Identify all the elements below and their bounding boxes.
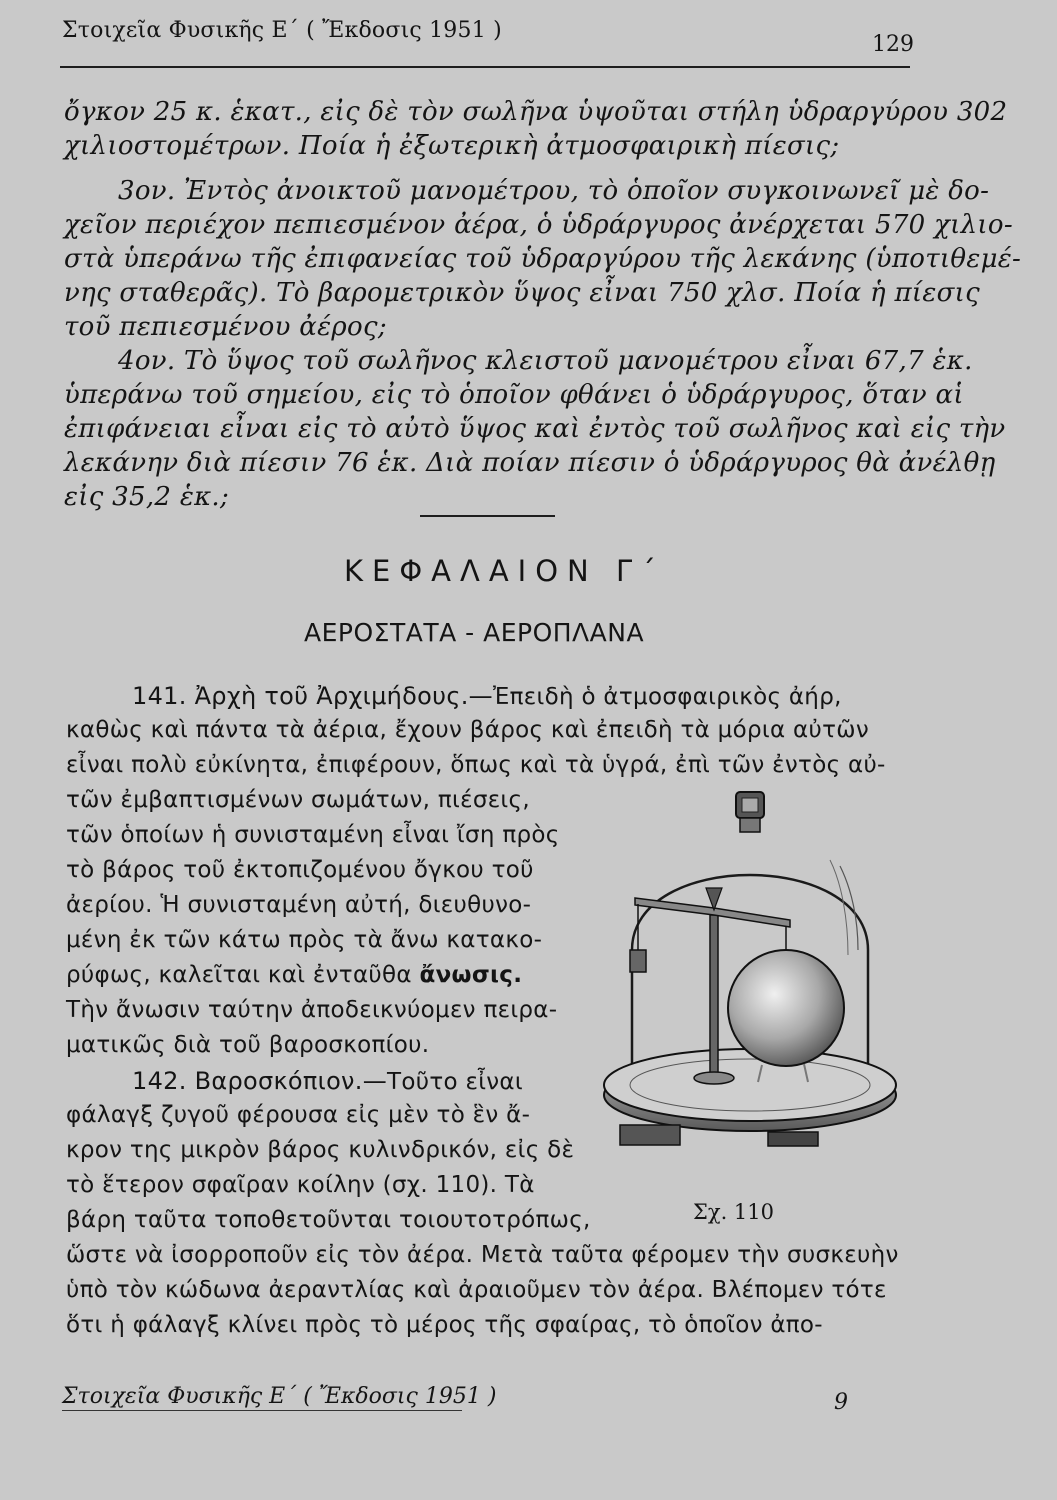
footer-title: Στοιχεῖα Φυσικῆς Ε΄ ( Ἔκδοσις 1951 ): [62, 1384, 497, 1409]
section-142-heading: 142. Βαροσκόπιον.—: [132, 1067, 387, 1095]
section-141-line: τῶν ἐμβαπτισμένων σωμάτων, πιέσεις,: [66, 787, 530, 813]
section-141-line: τῶν ὁποίων ἡ συνισταμένη εἶναι ἴση πρὸς: [66, 822, 560, 848]
section-141-line: τὸ βάρος τοῦ ἐκτοπιζομένου ὄγκου τοῦ: [66, 857, 534, 883]
section-divider: [420, 515, 555, 517]
section-141-line: μένη ἐκ τῶν κάτω πρὸς τὰ ἄνω κατακο-: [66, 927, 543, 953]
section-141-heading: 141. Ἀρχὴ τοῦ Ἀρχιμήδους.—: [132, 682, 493, 710]
section-141-line-text: ρύφως, καλεῖται καὶ ἐνταῦθα: [66, 962, 420, 988]
exercise-line: χιλιοστομέτρων. Ποία ἡ ἐξωτερικὴ ἀτμοσφαιρικὴ πίεσις;: [64, 131, 840, 161]
section-142-line: κρον της μικρὸν βάρος κυλινδρικόν, εἰς δὲ: [66, 1137, 575, 1163]
footer-rule: [62, 1410, 462, 1411]
term-anosis: ἄνωσις.: [419, 962, 523, 988]
section-142-first-line-text: Τοῦτο εἶναι: [387, 1069, 523, 1095]
bell-jar-knob: [736, 792, 764, 832]
exercise-line: λεκάνην διὰ πίεσιν 76 ἑκ. Διὰ ποίαν πίεσιν ὁ ὑδράργυρος θὰ ἀνέλθῃ: [64, 448, 996, 478]
section-142-line: ὅτι ἡ φάλαγξ κλίνει πρὸς τὸ μέρος τῆς σφαίρας, τὸ ὁποῖον ἀπο-: [66, 1312, 823, 1338]
exercise-line: ὄγκον 25 κ. ἑκατ., εἰς δὲ τὸν σωλῆνα ὑψοῦται στήλη ὑδραργύρου 302: [64, 97, 1008, 127]
section-142-line: ὥστε νὰ ἰσορροποῦν εἰς τὸν ἀέρα. Μετὰ ταῦτα φέρομεν τὴν συσκευὴν: [66, 1242, 899, 1268]
section-141-line: εἶναι πολὺ εὐκίνητα, ἐπιφέρουν, ὅπως καὶ τὰ ὑγρά, ἐπὶ τῶν ἐντὸς αὐ-: [66, 752, 886, 778]
section-141-first-line: [132, 682, 842, 710]
exercise-line: τοῦ πεπιεσμένου ἀέρος;: [64, 312, 387, 342]
chapter-label: ΚΕΦΑΛΑΙΟΝ Γ΄: [344, 554, 665, 588]
section-142-line: ὑπὸ τὸν κώδωνα ἀεραντλίας καὶ ἀραιοῦμεν τὸν ἀέρα. Βλέπομεν τότε: [66, 1277, 887, 1303]
exercise-line: 3ον. Ἐντὸς ἀνοικτοῦ μανομέτρου, τὸ ὁποῖον συγκοινωνεῖ μὲ δο-: [118, 176, 990, 206]
balance-stand: [710, 915, 718, 1080]
running-title: Στοιχεῖα Φυσικῆς Ε΄ ( Ἔκδοσις 1951 ): [62, 18, 502, 43]
exercise-line: ἐπιφάνειαι εἶναι εἰς τὸ αὐτὸ ὕψος καὶ ἐντὸς τοῦ σωλῆνος καὶ εἰς τὴν: [64, 414, 1006, 444]
signature-mark: 9: [834, 1390, 848, 1415]
baroscope-figure: [590, 780, 910, 1200]
section-141-first-line-text: Ἐπειδὴ ὁ ἀτμοσφαιρικὸς ἀήρ,: [492, 684, 842, 710]
exercise-line: 4ον. Τὸ ὕψος τοῦ σωλῆνος κλειστοῦ μανομέτρου εἶναι 67,7 ἑκ.: [118, 346, 973, 376]
exercise-line: στὰ ὑπεράνω τῆς ἐπιφανείας τοῦ ὑδραργύρου τῆς λεκάνης (ὑποτιθεμέ-: [64, 244, 1022, 274]
section-142-first-line: [132, 1067, 523, 1095]
section-141-term-line: [66, 962, 522, 988]
section-141-line: ματικῶς διὰ τοῦ βαροσκοπίου.: [66, 1032, 430, 1058]
exercise-line: νης σταθερᾶς). Τὸ βαρομετρικὸν ὕψος εἶναι 750 χλσ. Ποία ἡ πίεσις: [64, 278, 981, 308]
header-rule: [60, 66, 910, 68]
section-142-line: τὸ ἕτερον σφαῖραν κοίλην (σχ. 110). Τὰ: [66, 1172, 535, 1198]
figure-caption: Σχ. 110: [693, 1200, 775, 1224]
chapter-title: ΑΕΡΟΣΤΑΤΑ - ΑΕΡΟΠΛΑΝΑ: [304, 618, 645, 647]
exercise-line: χεῖον περιέχον πεπιεσμένον ἀέρα, ὁ ὑδράργυρος ἀνέρχεται 570 χιλιο-: [64, 210, 1013, 240]
exercise-line: ὑπεράνω τοῦ σημείου, εἰς τὸ ὁποῖον φθάνει ὁ ὑδράργυρος, ὅταν αἱ: [64, 380, 964, 410]
section-141-line: ἀερίου. Ἡ συνισταμένη αὐτή, διευθυνο-: [66, 892, 532, 918]
exercise-line: εἰς 35,2 ἑκ.;: [64, 482, 230, 512]
section-142-line: βάρη ταῦτα τοποθετοῦνται τοιουτοτρόπως,: [66, 1207, 591, 1233]
page-number: 129: [872, 32, 914, 57]
cylinder-weight: [630, 950, 646, 972]
hollow-sphere: [728, 950, 844, 1066]
section-142-line: φάλαγξ ζυγοῦ φέρουσα εἰς μὲν τὸ ἓν ἄ-: [66, 1102, 531, 1128]
section-141-line: καθὼς καὶ πάντα τὰ ἀέρια, ἔχουν βάρος καὶ ἐπειδὴ τὰ μόρια αὐτῶν: [66, 717, 869, 743]
section-141-line: Τὴν ἄνωσιν ταύτην ἀποδεικνύομεν πειρα-: [66, 997, 558, 1023]
